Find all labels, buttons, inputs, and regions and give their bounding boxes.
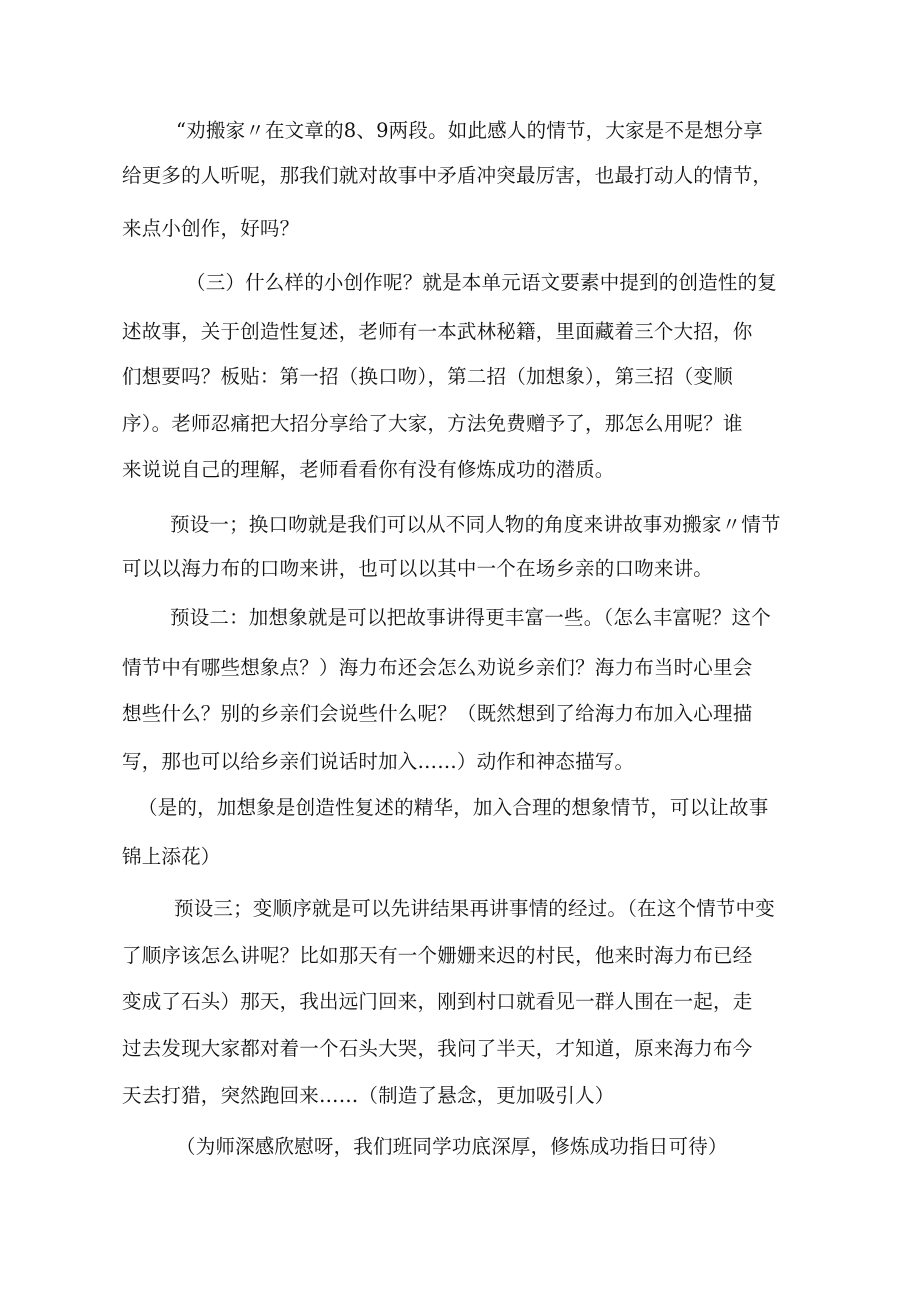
paragraph-6-line-5: 天去打猎，突然跑回来……（制造了悬念，更加吸引人） <box>122 1084 615 1107</box>
paragraph-2-line-5: 来说说自己的理解，老师看看你有没有修炼成功的潜质。 <box>122 458 615 481</box>
paragraph-2-line-1: （三）什么样的小创作呢？就是本单元语文要素中提到的创造性的复 <box>186 271 778 294</box>
paragraph-5-line-1: （是的，加想象是创造性复述的精华，加入合理的想象情节，可以让故事 <box>138 796 769 819</box>
paragraph-4-line-2: 情节中有哪些想象点？）海力布还会怎么劝说乡亲们？海力布当时心里会 <box>122 656 753 679</box>
paragraph-3-line-1: 预设一；换口吻就是我们可以从不同人物的角度来讲故事劝搬家〃情节 <box>170 513 781 536</box>
paragraph-6-line-2: 了顺序该怎么讲呢？比如那天有一个姗姗来迟的村民，他来时海力布已经 <box>122 944 753 967</box>
paragraph-6-line-1: 预设三；变顺序就是可以先讲结果再讲事情的经过。（在这个情节中变 <box>174 897 775 920</box>
paragraph-7-line-1: （为师深感欣慰呀，我们班同学功底深厚，修炼成功指日可待） <box>176 1135 728 1158</box>
paragraph-2-line-2: 述故事，关于创造性复述，老师有一本武林秘籍，里面藏着三个大招，你 <box>122 320 753 343</box>
paragraph-1-line-2: 给更多的人听呢，那我们就对故事中矛盾冲突最厉害，也最打动人的情节， <box>122 164 773 187</box>
paragraph-1-line-3: 来点小创作，好吗？ <box>122 217 300 240</box>
paragraph-5-line-2: 锦上添花） <box>122 845 221 868</box>
paragraph-6-line-4: 过去发现大家都对着一个石头大哭，我问了半天，才知道，原来海力布今 <box>122 1037 753 1060</box>
paragraph-6-line-3: 变成了石头）那天，我出远门回来，刚到村口就看见一群人围在一起，走 <box>122 990 753 1013</box>
paragraph-1-line-1: “劝搬家〃在文章的8、9两段。如此感人的情节，大家是不是想分享 <box>176 119 763 142</box>
paragraph-2-line-4: 序）。老师忍痛把大招分享给了大家，方法免费赠予了，那怎么用呢？谁 <box>122 412 743 435</box>
paragraph-4-line-1: 预设二：加想象就是可以把故事讲得更丰富一些。（怎么丰富呢？这个 <box>170 606 771 629</box>
paragraph-4-line-4: 写，那也可以给乡亲们说话时加入……）动作和神态描写。 <box>122 750 635 773</box>
paragraph-3-line-2: 可以以海力布的口吻来讲，也可以以其中一个在场乡亲的口吻来讲。 <box>122 557 714 580</box>
paragraph-2-line-3: 们想要吗？板贴：第一招（换口吻），第二招（加想象），第三招（变顺 <box>122 365 733 388</box>
paragraph-4-line-3: 想些什么？别的乡亲们会说些什么呢？（既然想到了给海力布加入心理描 <box>122 702 753 725</box>
